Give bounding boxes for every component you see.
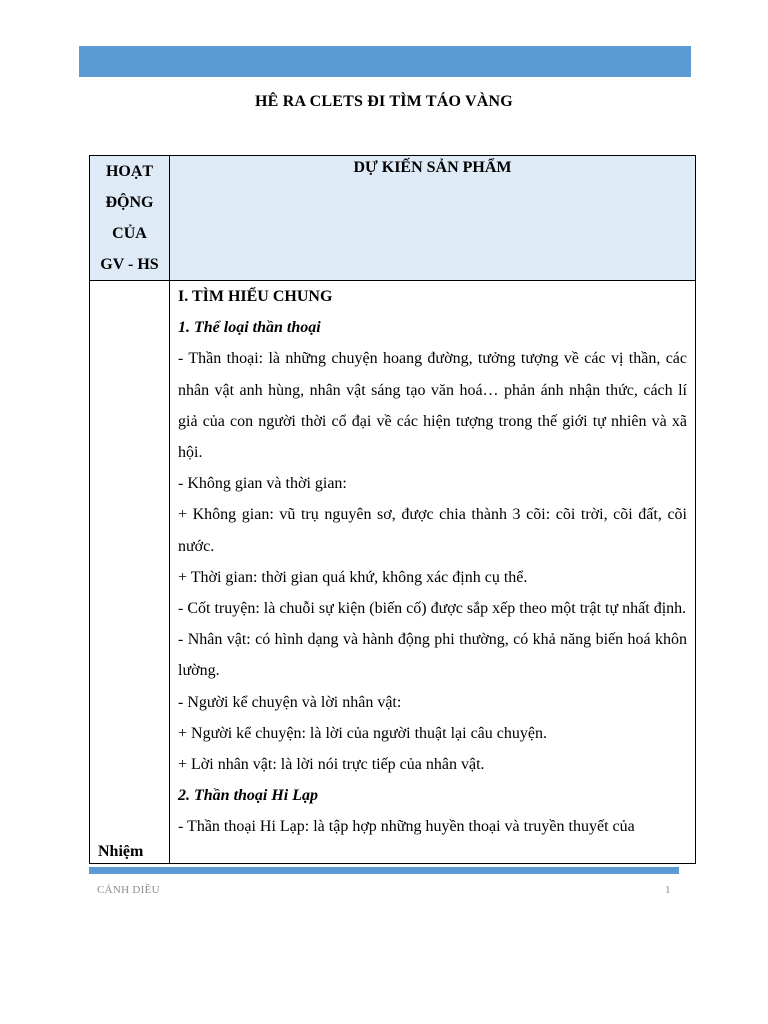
footer-bar xyxy=(89,867,679,874)
task-label: Nhiệm xyxy=(98,843,144,860)
content-paragraph: - Cốt truyện: là chuỗi sự kiện (biến cố) được sắp xếp theo một trật tự nhất định. xyxy=(178,600,687,618)
table-header-row xyxy=(90,156,696,281)
column-header-line: GV - HS xyxy=(100,256,159,273)
content-paragraph: - Nhân vật: có hình dạng và hành động phi thường, có khả năng biến hoá khôn lường. xyxy=(178,631,687,680)
content-paragraph: + Người kể chuyện: là lời của người thuật lại câu chuyện. xyxy=(178,724,547,742)
content-paragraph: - Thần thoại: là những chuyện hoang đường, tưởng tượng về các vị thần, các nhân vật anh hùng, nhân vật sáng tạo văn hoá… phản ánh nhận thức, cách lí giả của con người thời cổ đại về các hiện tượng trong thế giới tự nhiên và xã hội. xyxy=(178,350,687,462)
column-header-expected-products: DỰ KIẾN SẢN PHẨM xyxy=(170,156,696,281)
header-bar xyxy=(79,46,691,77)
activities-cell xyxy=(90,281,170,864)
content-paragraph: 1. Thể loại thần thoại xyxy=(178,319,321,337)
column-header-line: ĐỘNG xyxy=(105,194,154,211)
content-paragraph: + Không gian: vũ trụ nguyên sơ, được chia thành 3 cõi: cõi trời, cõi đất, cõi nước. xyxy=(178,506,687,555)
lesson-plan-table xyxy=(89,155,696,864)
content-paragraph: 2. Thần thoại Hi Lạp xyxy=(178,787,319,805)
content-paragraph: + Lời nhân vật: là lời nói trực tiếp của nhân vật. xyxy=(178,756,485,774)
content-paragraph: + Thời gian: thời gian quá khứ, không xác định cụ thể. xyxy=(178,568,528,586)
content-paragraph: I. TÌM HIỂU CHUNG xyxy=(178,288,333,305)
content-body xyxy=(178,281,687,843)
column-header-line: CỦA xyxy=(112,225,147,242)
page-number: 1 xyxy=(665,884,671,896)
footer-publisher: CÁNH DIỀU xyxy=(97,884,160,896)
document-title: HÊ RA CLETS ĐI TÌM TÁO VÀNG xyxy=(255,93,513,110)
table-body-row xyxy=(90,281,696,864)
column-header-activities xyxy=(90,156,170,281)
content-paragraph: - Thần thoại Hi Lạp: là tập hợp những huyền thoại và truyền thuyết của xyxy=(178,818,635,836)
column-header-line: HOẠT xyxy=(105,163,154,180)
content-paragraph: - Không gian và thời gian: xyxy=(178,475,347,493)
content-paragraph: - Người kể chuyện và lời nhân vật: xyxy=(178,693,402,711)
expected-products-cell xyxy=(170,281,696,864)
